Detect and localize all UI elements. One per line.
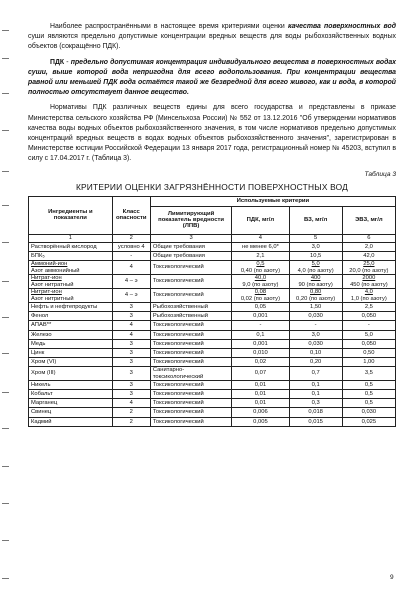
ingredient-cell-text: Кадмий [31, 418, 52, 425]
evz-cell-text: 0,050 [361, 340, 377, 347]
pdk-cell-text: 2,1 [256, 252, 265, 259]
hazard-class-cell [112, 242, 150, 251]
lpv-cell-text: Токсикологический [152, 278, 204, 285]
vz-cell-text: 0,20 [310, 359, 322, 366]
evz-cell [342, 321, 395, 330]
evz-cell [342, 339, 395, 348]
vz-cell-text: 0,3 [311, 400, 320, 407]
p1-emphasis: качества поверхностных вод [287, 23, 396, 30]
pdk-cell-text: 0,40 (по азоту) [240, 267, 281, 274]
pdk-cell [232, 261, 289, 275]
header-pdk: ПДК, мг/л [232, 206, 289, 234]
evz-cell-text: 3,5 [364, 370, 373, 377]
table-row [29, 380, 396, 389]
ingredient-cell [29, 390, 113, 399]
lpv-cell [150, 303, 231, 312]
hazard-class-cell-text: - [130, 252, 133, 259]
ingredient-cell-text: Никель [31, 381, 51, 388]
evz-cell [342, 289, 395, 303]
hazard-class-cell-text: 3 [129, 340, 133, 347]
vz-cell [289, 321, 342, 330]
vz-cell-text: 0,1 [311, 391, 320, 398]
lpv-cell [150, 417, 231, 426]
table-row [29, 251, 396, 260]
header-evz: ЭВЗ, мг/л [342, 206, 395, 234]
vz-cell-text: 0,1 [311, 381, 320, 388]
pdk-cell [232, 275, 289, 289]
vz-cell [289, 330, 342, 339]
lpv-cell-text: Токсикологический [152, 340, 204, 347]
hazard-class-cell-text: 3 [129, 313, 133, 320]
hazard-class-cell [112, 289, 150, 303]
header-ingredients: Ингредиенты и показатели [29, 196, 113, 234]
ingredient-cell-text: Хром (VI) [31, 359, 57, 366]
evz-cell [342, 367, 395, 381]
p2-dash: - [64, 58, 71, 66]
ingredient-cell [29, 321, 113, 330]
vz-cell-text: 0,7 [311, 370, 320, 377]
pdk-cell-text: 0,5 [256, 261, 265, 268]
evz-cell-text: 1,0 (по азоту) [350, 295, 387, 302]
vz-cell-text: 0,10 [310, 349, 322, 356]
ingredient-cell-text: Азот аммонийный [31, 267, 80, 274]
pdk-cell-text: 0,001 [253, 340, 268, 347]
intro-paragraph-3: Нормативы ПДК различных веществ едины для всего государства и представлены в приказе Министерства сельского хозяйства РФ (Минсельхоза России) № 552 от 13.12.2016 "Об утверждении нормативов качества воды водных объектов рыбохозяйственного значения, в том числе нормативов предельно допустимых концентраций вредных веществ в водах водных объектов рыбохозяйственного значения", зарегистрирован в Министерстве юстиции Российской Федерации 13 января 2017 года, регистрационный номер № 45203, вступил в силу с 17.04.2017 г. (Таблица 3). [28, 104, 396, 163]
evz-cell [342, 417, 395, 426]
lpv-cell-text: Токсикологический [152, 359, 204, 366]
intro-paragraph-2 [28, 58, 396, 99]
evz-cell [342, 242, 395, 251]
evz-cell-text: 5,0 [364, 331, 373, 338]
pdk-cell [232, 289, 289, 303]
ingredient-cell [29, 261, 113, 275]
page-number: 9 [390, 574, 394, 581]
ingredient-cell-text: Растворённый кислород [31, 243, 97, 250]
pdk-cell [232, 367, 289, 381]
evz-cell [342, 380, 395, 389]
pdk-cell [232, 242, 289, 251]
lpv-cell [150, 339, 231, 348]
table-row [29, 321, 396, 330]
ingredient-cell [29, 348, 113, 357]
pdk-cell [232, 390, 289, 399]
lpv-cell [150, 330, 231, 339]
table-row [29, 367, 396, 381]
lpv-cell [150, 275, 231, 289]
ingredient-cell-text: Медь [31, 340, 46, 347]
lpv-cell [150, 321, 231, 330]
hazard-class-cell-text: 4 [129, 322, 133, 329]
ingredient-cell [29, 275, 113, 289]
vz-cell-text: 400 [310, 275, 321, 282]
pdk-cell [232, 303, 289, 312]
evz-cell-text: 0,025 [361, 418, 377, 425]
hazard-class-cell-text: 4 [129, 400, 133, 407]
lpv-cell [150, 312, 231, 321]
lpv-cell [150, 390, 231, 399]
lpv-cell-text: Токсикологический [152, 264, 204, 271]
hazard-class-cell-text: условно 4 [117, 243, 145, 250]
hazard-class-cell [112, 312, 150, 321]
pdk-cell [232, 417, 289, 426]
evz-cell-text: 42,0 [363, 252, 375, 259]
ingredient-cell-text: Хром (III) [31, 370, 56, 377]
vz-cell-text: 3,0 [311, 243, 320, 250]
hazard-class-cell [112, 261, 150, 275]
hazard-class-cell [112, 251, 150, 260]
lpv-cell-text: Токсикологический [152, 409, 204, 416]
pdk-cell-text: не менее 6,0* [242, 243, 279, 250]
vz-cell [289, 408, 342, 417]
evz-cell-text: 20,0 (по азоту) [349, 267, 389, 274]
evz-cell-text: 0,5 [364, 381, 373, 388]
table-row [29, 348, 396, 357]
lpv-cell [150, 380, 231, 389]
table-row [29, 303, 396, 312]
ingredient-cell-text: Азот нитратный [31, 281, 74, 288]
column-number: 5 [289, 234, 342, 242]
criteria-table [28, 196, 396, 427]
vz-cell [289, 242, 342, 251]
vz-cell-text: 1,50 [310, 303, 322, 310]
vz-cell-text: 0,030 [308, 340, 323, 347]
evz-cell [342, 275, 395, 289]
hazard-class-cell-text: 4 – э [124, 292, 138, 299]
pdk-cell-text: 40,0 [254, 275, 267, 282]
vz-cell [289, 358, 342, 367]
vz-cell-text: 90 (по азоту) [298, 281, 333, 288]
pdk-cell-text: 0,006 [253, 409, 268, 416]
ingredient-cell [29, 380, 113, 389]
hazard-class-cell [112, 399, 150, 408]
vz-cell [289, 367, 342, 381]
lpv-cell-text: Токсикологический [152, 349, 204, 356]
ingredient-cell-text: Цинк [31, 349, 45, 356]
hazard-class-cell-text: 3 [129, 381, 133, 388]
evz-cell-text: 1,00 [363, 359, 375, 366]
header-vz: ВЗ, мг/л [289, 206, 342, 234]
lpv-cell [150, 242, 231, 251]
ingredient-cell [29, 339, 113, 348]
hazard-class-cell-text: 3 [129, 349, 133, 356]
pdk-cell [232, 408, 289, 417]
table-row [29, 408, 396, 417]
lpv-cell [150, 251, 231, 260]
ingredient-cell [29, 303, 113, 312]
hazard-class-cell-text: 4 [129, 264, 133, 271]
pdk-cell-text: 0,08 [254, 289, 267, 296]
ingredient-cell-text: Азот нитритный [31, 295, 74, 302]
pdk-cell [232, 348, 289, 357]
evz-cell-text: 0,030 [361, 409, 377, 416]
vz-cell [289, 417, 342, 426]
evz-cell-text: 2,0 [364, 243, 373, 250]
vz-cell [289, 312, 342, 321]
evz-cell-text: 4,0 [364, 289, 373, 296]
table-label: Таблица 3 [364, 170, 396, 178]
table-row [29, 242, 396, 251]
evz-cell [342, 358, 395, 367]
pdk-cell-text: 0,02 [254, 359, 267, 366]
hazard-class-cell [112, 275, 150, 289]
vz-cell [289, 251, 342, 260]
evz-cell-text: 25,0 [363, 261, 375, 268]
evz-cell [342, 261, 395, 275]
ingredient-cell [29, 399, 113, 408]
pdk-cell [232, 330, 289, 339]
p1-text-a: Наиболее распространёнными в настоящее время критериями оценки [50, 23, 288, 30]
evz-cell-text: - [367, 322, 370, 329]
table-row [29, 312, 396, 321]
ingredient-cell-text: Свинец [31, 409, 52, 416]
vz-cell-text: 5,0 [311, 261, 320, 268]
table-row [29, 358, 396, 367]
lpv-cell [150, 348, 231, 357]
hazard-class-cell [112, 339, 150, 348]
pdk-cell-text: 0,02 (по азоту) [240, 295, 281, 302]
column-number: 3 [150, 234, 231, 242]
column-number: 2 [112, 234, 150, 242]
hazard-class-cell-text: 3 [129, 359, 133, 366]
lpv-cell-text: Токсикологический [152, 322, 204, 329]
vz-cell [289, 339, 342, 348]
table-row [29, 275, 396, 289]
hazard-class-cell [112, 321, 150, 330]
evz-cell [342, 251, 395, 260]
pdk-cell-text: 0,01 [254, 400, 267, 407]
pdk-cell [232, 321, 289, 330]
hazard-class-cell [112, 330, 150, 339]
pdk-cell-text: 0,07 [254, 370, 267, 377]
hazard-class-cell [112, 390, 150, 399]
pdk-cell [232, 339, 289, 348]
hazard-class-cell [112, 303, 150, 312]
vz-cell [289, 399, 342, 408]
hazard-class-cell [112, 348, 150, 357]
hazard-class-cell-text: 2 [129, 418, 133, 425]
pdk-cell-text: 0,1 [256, 331, 265, 338]
pdk-cell-text: - [259, 322, 262, 329]
pdk-cell [232, 251, 289, 260]
vz-cell-text: - [314, 322, 317, 329]
pdk-cell-text: 9,0 (по азоту) [242, 281, 279, 288]
table-row [29, 417, 396, 426]
hazard-class-cell [112, 380, 150, 389]
lpv-cell-text: Санитарно-токсикологический [152, 367, 204, 380]
pdk-cell-text: 0,010 [253, 349, 268, 356]
column-number: 6 [342, 234, 395, 242]
hazard-class-cell-text: 3 [129, 370, 133, 377]
table-row [29, 339, 396, 348]
margin-tick-marks [2, 0, 10, 600]
pdk-cell [232, 312, 289, 321]
lpv-cell-text: Токсикологический [152, 292, 204, 299]
evz-cell [342, 390, 395, 399]
pdk-cell [232, 358, 289, 367]
evz-cell-text: 2000 [362, 275, 376, 282]
vz-cell-text: 4,0 (по азоту) [297, 267, 334, 274]
ingredient-cell-text: Кобальт [31, 391, 53, 398]
vz-cell-text: 0,018 [308, 409, 323, 416]
vz-cell [289, 390, 342, 399]
pdk-definition: предельно допустимая концентрация индивидуального вещества в поверхностных водах суши, выше которой вода непригодна для всего водопользования. При концентрации вещества равной или меньшей ПДК вода остаётся такой же безвредной для всего живого, как и вода, в которой полностью отсутствует данное вещество. [28, 58, 396, 97]
vz-cell [289, 289, 342, 303]
lpv-cell [150, 399, 231, 408]
ingredient-cell [29, 367, 113, 381]
ingredient-cell [29, 289, 113, 303]
column-number-row [29, 234, 396, 242]
hazard-class-cell [112, 358, 150, 367]
hazard-class-cell-text: 3 [129, 303, 133, 310]
vz-cell-text: 3,0 [311, 331, 320, 338]
pdk-cell [232, 399, 289, 408]
vz-cell [289, 380, 342, 389]
ingredient-cell [29, 251, 113, 260]
hazard-class-cell [112, 408, 150, 417]
evz-cell-text: 0,050 [361, 313, 377, 320]
ingredient-cell [29, 408, 113, 417]
header-criteria: Используемые критерии [150, 196, 395, 206]
ingredient-cell-text: Нитрит-ион [31, 289, 62, 296]
lpv-cell-text: Токсикологический [152, 381, 204, 388]
intro-paragraph-1 [28, 22, 396, 53]
table-body [29, 234, 396, 426]
pdk-cell-text: 0,01 [254, 391, 267, 398]
ingredient-cell-text: Нитрат-ион [31, 275, 62, 282]
pdk-term: ПДК [50, 58, 65, 66]
lpv-cell-text: Общие требования [152, 252, 205, 259]
vz-cell [289, 303, 342, 312]
p1-text-c: суши являются предельно допустимые концентрации вредных веществ для воды рыбохозяйственных водных объектов (сокращённо ПДК). [28, 33, 396, 51]
table-row [29, 399, 396, 408]
lpv-cell-text: Рыбохозяйственный [152, 303, 208, 310]
table-row [29, 261, 396, 275]
pdk-cell-text: 0,001 [253, 313, 268, 320]
lpv-cell [150, 408, 231, 417]
evz-cell-text: 0,5 [364, 391, 373, 398]
hazard-class-cell-text: 4 [129, 331, 133, 338]
pdk-cell-text: 0,01 [254, 381, 267, 388]
vz-cell [289, 275, 342, 289]
lpv-cell-text: Рыбохозяйственный [152, 313, 208, 320]
ingredient-cell [29, 242, 113, 251]
ingredient-cell [29, 358, 113, 367]
table-row [29, 330, 396, 339]
hazard-class-cell-text: 2 [129, 409, 133, 416]
vz-cell-text: 0,20 (по азоту) [296, 295, 336, 302]
table-row [29, 390, 396, 399]
hazard-class-cell [112, 367, 150, 381]
evz-cell [342, 348, 395, 357]
evz-cell [342, 303, 395, 312]
lpv-cell-text: Общие требования [152, 243, 205, 250]
ingredient-cell-text: Аммоний-ион [31, 261, 68, 268]
column-number: 4 [232, 234, 289, 242]
lpv-cell [150, 289, 231, 303]
evz-cell [342, 330, 395, 339]
lpv-cell-text: Токсикологический [152, 391, 204, 398]
hazard-class-cell-text: 3 [129, 391, 133, 398]
evz-cell [342, 399, 395, 408]
vz-cell [289, 261, 342, 275]
evz-cell [342, 312, 395, 321]
evz-cell-text: 2,5 [364, 303, 373, 310]
ingredient-cell-text: Нефть и нефтепродукты [31, 303, 98, 310]
table-row [29, 289, 396, 303]
evz-cell-text: 0,5 [364, 400, 373, 407]
vz-cell-text: 10,5 [310, 252, 322, 259]
vz-cell-text: 0,030 [308, 313, 323, 320]
lpv-cell [150, 358, 231, 367]
hazard-class-cell-text: 4 – э [124, 278, 138, 285]
pdk-cell-text: 0,005 [253, 418, 268, 425]
lpv-cell [150, 367, 231, 381]
ingredient-cell-text: Фенол [31, 313, 49, 320]
ingredient-cell-text: АПАВ** [31, 322, 52, 329]
lpv-cell [150, 261, 231, 275]
ingredient-cell [29, 330, 113, 339]
pdk-cell [232, 380, 289, 389]
hazard-class-cell [112, 417, 150, 426]
ingredient-cell [29, 312, 113, 321]
lpv-cell-text: Токсикологический [152, 331, 204, 338]
vz-cell-text: 0,015 [308, 418, 323, 425]
vz-cell-text: 0,80 [310, 289, 322, 296]
header-hazard-class: Класс опасности [112, 196, 150, 234]
lpv-cell-text: Токсикологический [152, 418, 204, 425]
evz-cell-text: 450 (по азоту) [350, 281, 388, 288]
vz-cell [289, 348, 342, 357]
header-lpv: Лимитирующий показатель вредности (ЛПВ) [150, 206, 231, 234]
table-title: КРИТЕРИИ ОЦЕНКИ ЗАГРЯЗНЁННОСТИ ПОВЕРХНОСТНЫХ ВОД [75, 181, 349, 192]
evz-cell-text: 0,50 [363, 349, 375, 356]
ingredient-cell-text: Марганец [31, 400, 58, 407]
ingredient-cell-text: БПК₅ [31, 252, 45, 259]
ingredient-cell-text: Железо [31, 331, 52, 338]
ingredient-cell [29, 417, 113, 426]
pdk-cell-text: 0,05 [254, 303, 267, 310]
column-number: 1 [29, 234, 113, 242]
evz-cell [342, 408, 395, 417]
lpv-cell-text: Токсикологический [152, 400, 204, 407]
